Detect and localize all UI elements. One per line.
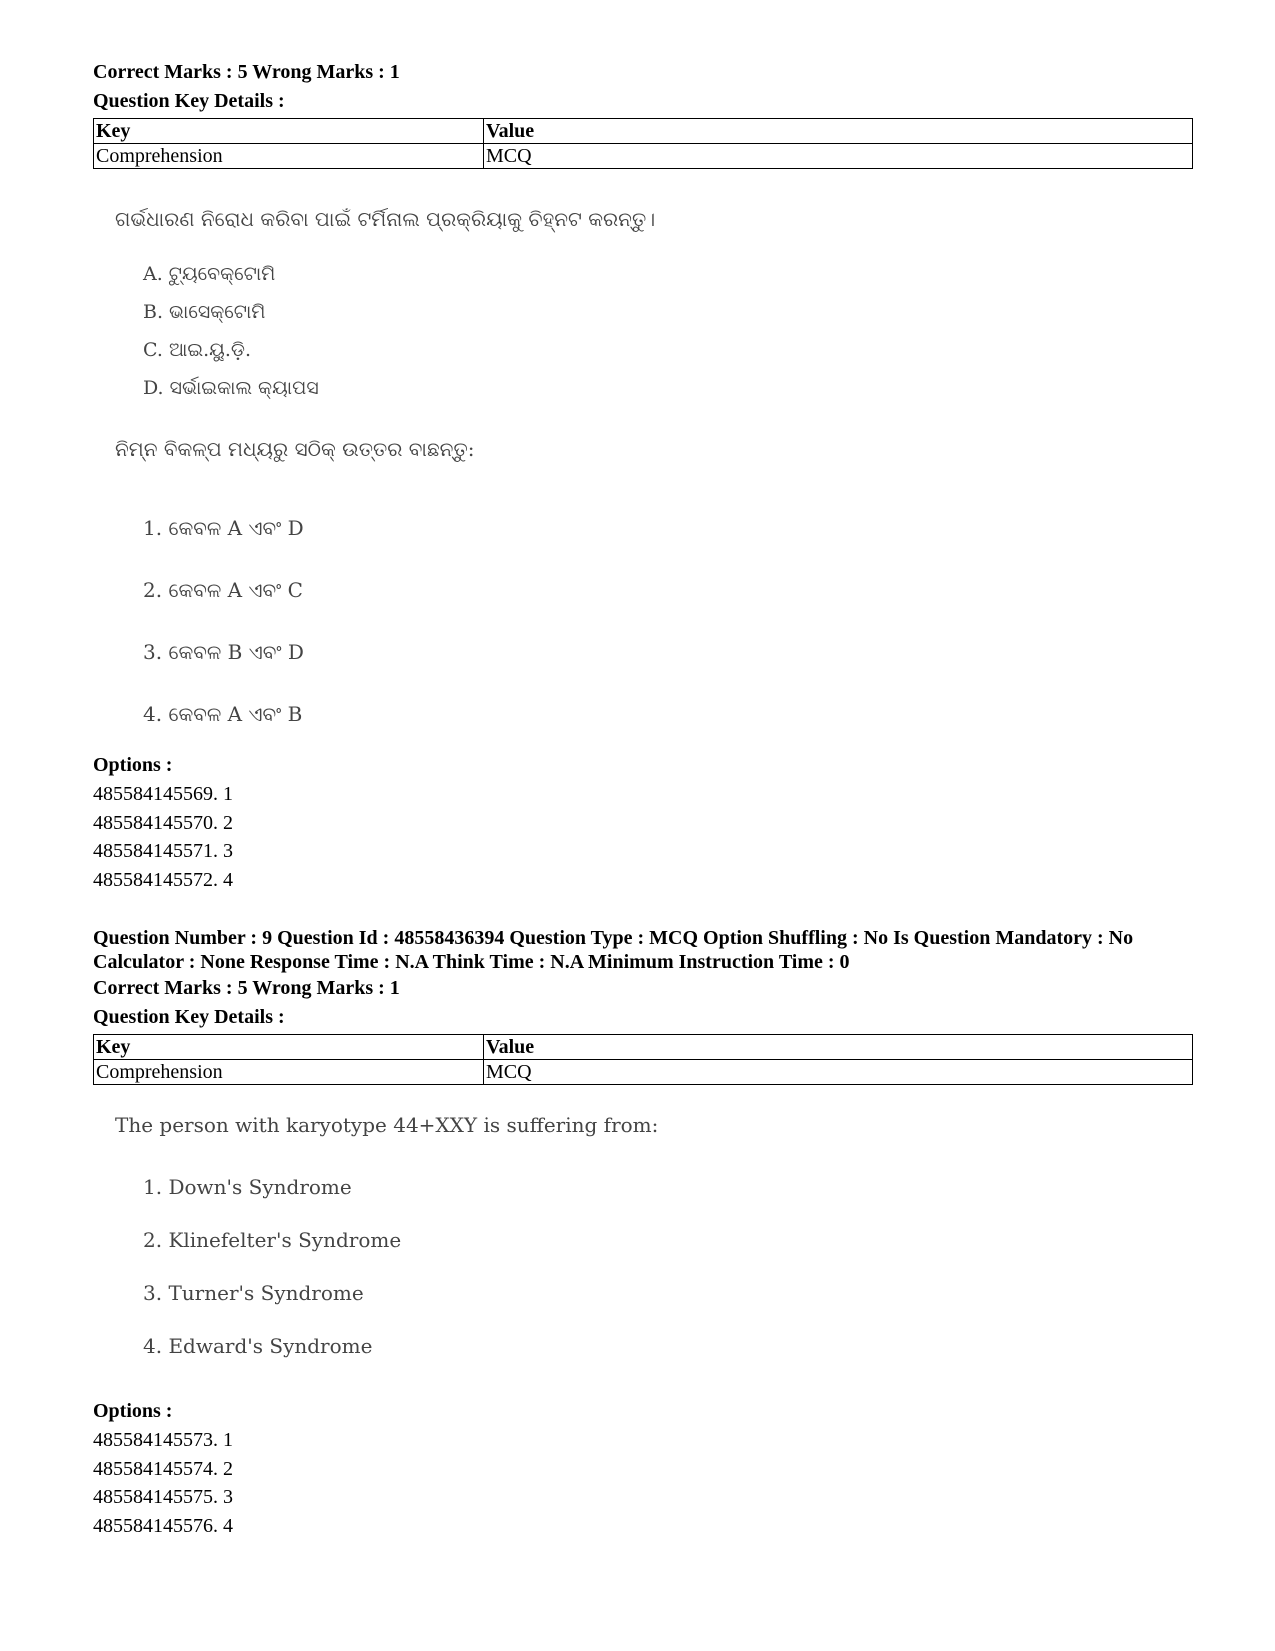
q9-option-4: 485584145576. 4 [93,1514,233,1537]
q9-choice-4: 4. Edward's Syndrome [143,1334,373,1358]
q8-options [93,751,1193,894]
q9-header [93,926,1193,1032]
q9-question-image [115,1111,1193,1373]
q8-statement-d: D. ସର୍ଭାଇକାଲ କ୍ୟାପସ [143,377,319,399]
table-row [94,144,1193,169]
q8-question-image [115,205,1193,745]
q8-choice-4: 4. କେବଳ A ଏବଂ B [143,702,303,726]
q8-choice-3: 3. କେବଳ B ଏବଂ D [143,640,304,664]
q9-choice-2: 2. Klinefelter's Syndrome [143,1228,402,1252]
q8-marks-line: Correct Marks : 5 Wrong Marks : 1 [93,61,400,83]
q9-stem: The person with karyotype 44+XXY is suffering from: [115,1113,659,1137]
key-cell: Comprehension [94,1060,484,1085]
table-row [94,1060,1193,1085]
q8-choice-2: 2. କେବଳ A ଏବଂ C [143,578,303,602]
value-cell: MCQ [484,1060,1193,1085]
q8-prompt: ନିମ୍ନ ବିକଳ୍ପ ମଧ୍ୟରୁ ସଠିକ୍ ଉତ୍ତର ବାଛନ୍ତୁ: [115,437,475,461]
q9-header-line2: Calculator : None Response Time : N.A Think Time : N.A Minimum Instruction Time : 0 [93,951,850,973]
page [93,58,1193,1540]
q8-option-3: 485584145571. 3 [93,840,233,862]
q8-stem: ଗର୍ଭଧାରଣ ନିରୋଧ କରିବା ପାଇଁ ଟର୍ମିନାଲ ପ୍ରକ୍ରିୟାକୁ ଚିହ୍ନଟ କରନ୍ତୁ। [115,207,656,231]
table-header-row [94,119,1193,144]
q8-choice-1: 1. କେବଳ A ଏବଂ D [143,516,304,540]
table-header-row [94,1035,1193,1060]
key-header: Key [94,119,484,144]
q9-key-table [93,1034,1193,1085]
q9-choice-1: 1. Down's Syndrome [143,1175,352,1199]
key-header: Key [94,1035,484,1060]
q9-key-details-label: Question Key Details : [93,1006,285,1028]
q8-statement-a: A. ଟ୍ୟୁବେକ୍ଟୋମି [143,263,276,285]
value-header: Value [484,1035,1193,1060]
q8-statement-c: C. ଆଇ.ୟୁ.ଡ଼ି. [143,339,252,361]
q8-option-1: 485584145569. 1 [93,783,233,805]
q8-key-details-label: Question Key Details : [93,90,285,112]
q9-options [93,1397,1193,1540]
q9-option-1: 485584145573. 1 [93,1429,233,1451]
q8-option-4: 485584145572. 4 [93,868,233,891]
q8-option-2: 485584145570. 2 [93,811,233,834]
q8-options-label: Options : [93,754,173,776]
key-cell: Comprehension [94,144,484,169]
q9-marks-line: Correct Marks : 5 Wrong Marks : 1 [93,977,400,999]
q9-header-line1: Question Number : 9 Question Id : 48558436394 Question Type : MCQ Option Shuffling : No Is Question Mandatory : No [93,927,1134,949]
q9-option-3: 485584145575. 3 [93,1486,233,1508]
value-header: Value [484,119,1193,144]
q8-statement-b: B. ଭାସେକ୍ଟୋମି [143,301,266,323]
q9-options-label: Options : [93,1400,173,1422]
value-cell: MCQ [484,144,1193,169]
q9-choice-3: 3. Turner's Syndrome [143,1281,364,1305]
q8-key-table [93,118,1193,169]
q9-option-2: 485584145574. 2 [93,1457,233,1480]
